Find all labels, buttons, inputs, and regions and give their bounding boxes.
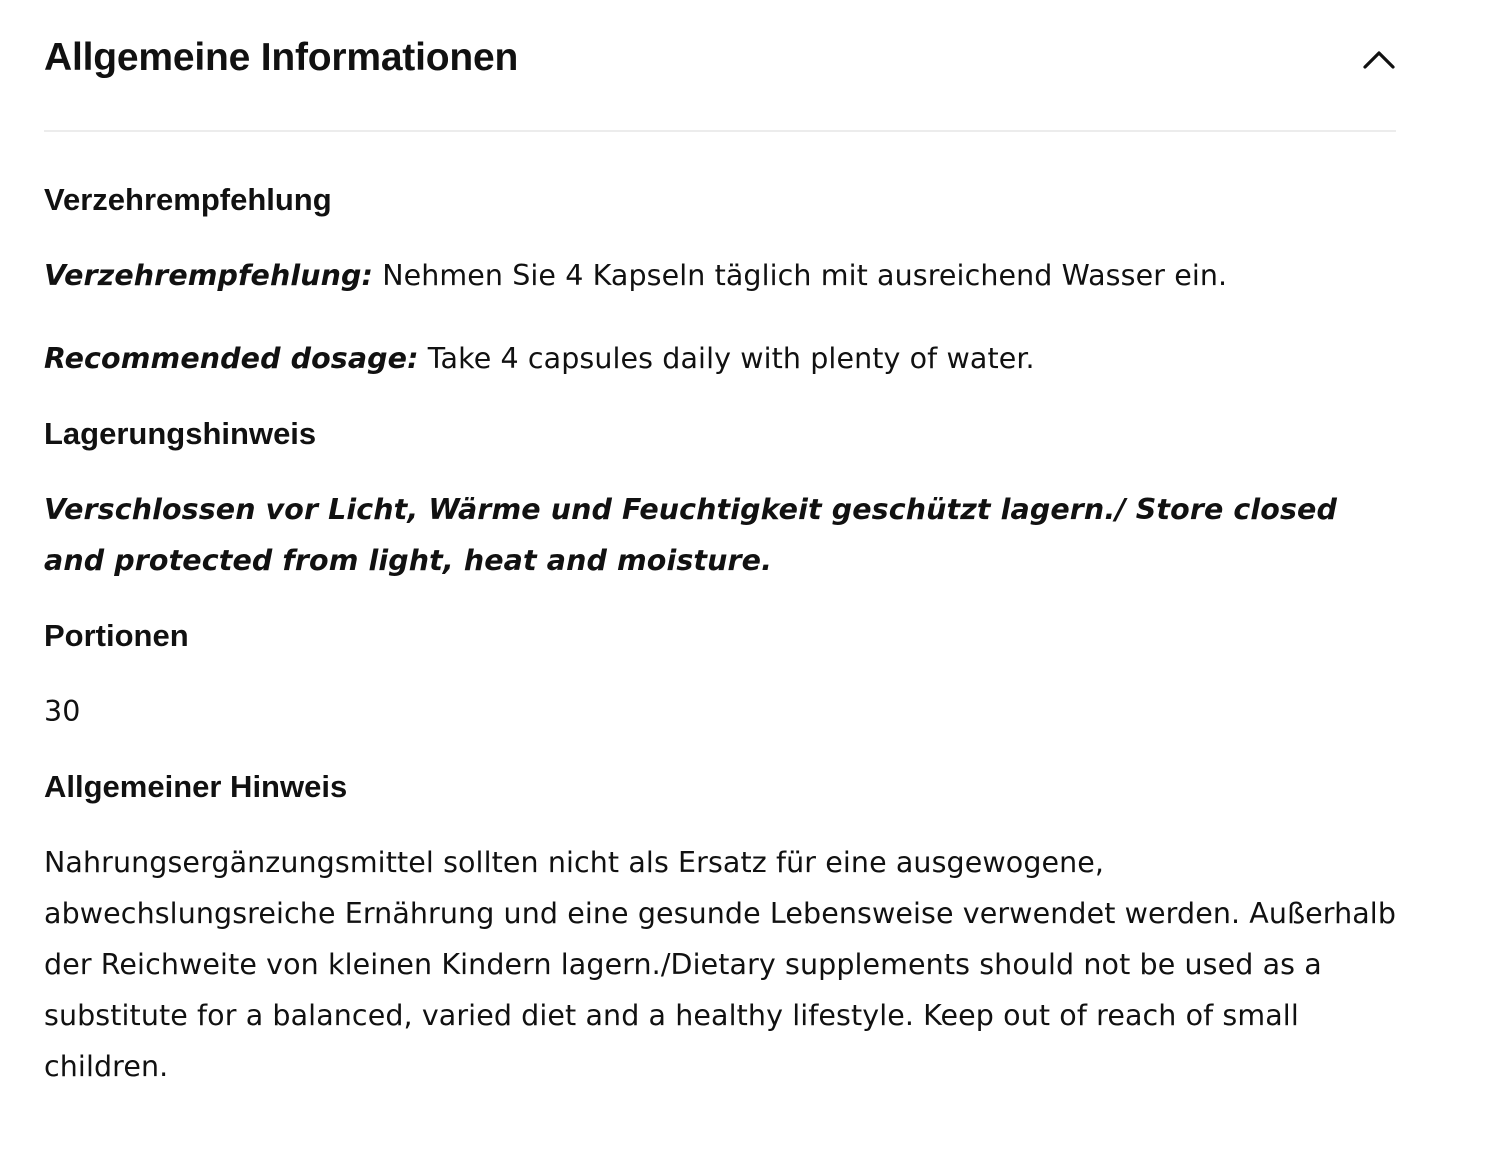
section-heading-lagerungshinweis: Lagerungshinweis: [44, 416, 317, 451]
accordion-header[interactable]: [44, 0, 1396, 132]
general-info-accordion: [44, 0, 1396, 1092]
dosage-value-en: Take 4 capsules daily with plenty of water.: [418, 342, 1035, 375]
section-heading-portionen: Portionen: [44, 618, 189, 653]
dosage-text-de: [44, 250, 1396, 301]
dosage-text-en: [44, 333, 1396, 384]
dosage-value-de: Nehmen Sie 4 Kapseln täglich mit ausreichend Wasser ein.: [373, 259, 1228, 292]
section-heading-verzehrempfehlung: Verzehrempfehlung: [44, 182, 332, 217]
accordion-title: Allgemeine Informationen: [44, 36, 519, 79]
chevron-up-icon[interactable]: [1362, 42, 1396, 76]
general-notice-text: Nahrungsergänzungsmittel sollten nicht als Ersatz für eine ausgewogene, abwechslungsreiche Ernährung und eine gesunde Lebensweise verwendet werden. Außerhalb der Reichweite von kleinen Kindern lagern./Dietary supplements should not be used as a substitute for a balanced, varied diet and a healthy lifestyle. Keep out of reach of small children.: [44, 846, 1397, 1083]
servings-value: 30: [44, 695, 81, 728]
accordion-content: [44, 132, 1396, 1092]
section-heading-allgemeiner-hinweis: Allgemeiner Hinweis: [44, 769, 348, 804]
storage-text: Verschlossen vor Licht, Wärme und Feuchtigkeit geschützt lagern./ Store closed and protected from light, heat and moisture.: [44, 493, 1337, 577]
dosage-label-de: Verzehrempfehlung:: [44, 259, 374, 292]
dosage-label-en: Recommended dosage:: [44, 342, 419, 375]
